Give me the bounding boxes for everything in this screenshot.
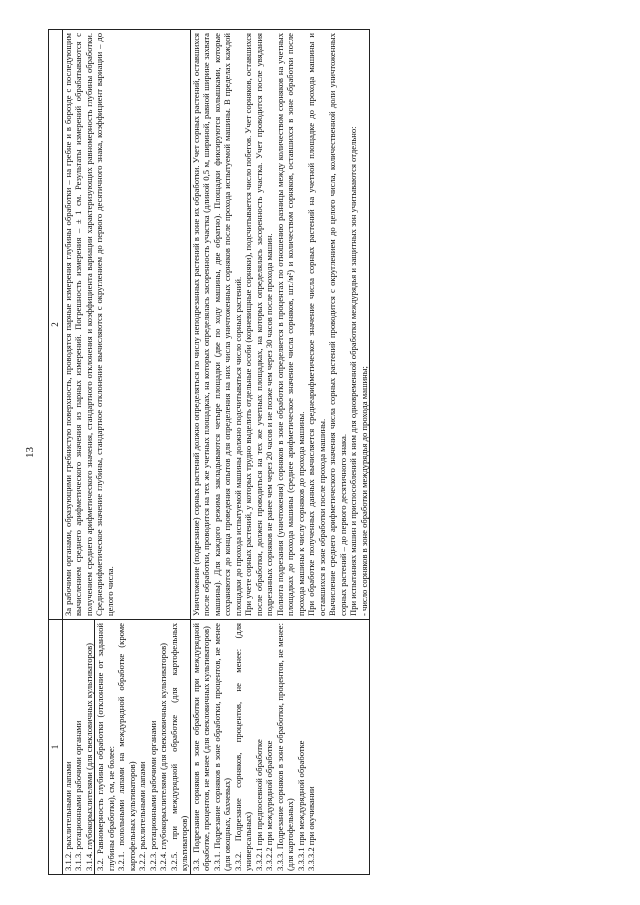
- indicator-line: 3.2.4. глубокорыхлителями (для свекловичных культиваторов): [158, 642, 169, 871]
- method-paragraph: За рабочими органами, образующими гребнистую поверхность, проводятся парные измерения глубины обработки – на гребне и в борозде с последующим вычислением среднего арифметического значения из парных измерений. Погрешность измерения – ± 1 см. Результаты измерений обрабатываются с получением среднего арифметического значения, стандартного отклонения и коэффициента вариации характеризующих равномерность глубины обработки. Среднеарифметическое значение глубины, стандартное отклонение вычисляются с округлением до первого десятичного знака, коэффициент вариации – до целого числа.: [62, 33, 115, 616]
- indicator-line: 3.2. Равномерность глубины обработки (отклонение от заданной глубины обработки), см, не более:: [95, 623, 116, 871]
- indicator-line: 3.3.3.1 при междурядной обработке: [295, 740, 306, 871]
- method-paragraph: При обработке полученных данных вычисляется среднеарифметическое значение числа сорных растений на учетной площадке до прохода машины и оставшихся в зоне обработки после прохода машины.: [306, 33, 327, 616]
- rotated-content: [20, 20, 620, 885]
- indicator-line: 3.3.3. Подрезание сорняков в зоне обработки, процентов, не менее: (для картофельных): [274, 623, 296, 871]
- page-number: 13: [24, 447, 36, 458]
- table-cell-method: [62, 30, 190, 620]
- method-paragraph: Полнота подрезания (уничтожения) сорняков в зоне обработки определяется в процентах по отношению разницы между количеством сорняков на учетных площадках до прохода машины (среднее арифметическое значение числа сорняков, шт./м²) и количеством сорняков, оставшихся в зоне обработки после прохода машины к числу сорняков до прохода машины.: [274, 33, 306, 616]
- method-paragraph: Уничтожение (подрезание) сорных растений должно определяться по числу неподрезанных растений в зоне их обработки. Учет сорных растений, оставшихся после обработки, проводится на тех же учетных площадках, на которых определялась засоренность участка (длиной 0,5 м, шириной, равной ширине захвата машины). Для каждого режима закладываются четыре площадки (две по ходу машины, две обратно). Площадки фиксируются колышками, которые сохраняются до конца проведения опытов для определения на них числа уничтоженных сорняков после прохода испытуемой машины. В пределах каждой площадки до прохода испытуемой машины должно подсчитываться число сорных растений.: [190, 33, 243, 616]
- indicator-line: 3.3. Подрезание сорняков в зоне обработки при междурядной обработке, процентов, не менее (для свекловичных культиваторов): [190, 623, 212, 871]
- indicator-line: 3.1.2. рыхлительными лапами: [62, 761, 73, 871]
- indicator-line: 3.2.3. ротационными рабочими органами: [147, 720, 158, 871]
- indicator-line: 3.1.4. глубокорыхлителями (для свекловичных культиваторов): [83, 642, 94, 871]
- table-row: [190, 30, 369, 875]
- indicator-line: 3.1.3. ротационными рабочими органами: [73, 720, 84, 871]
- indicator-line: 3.3.2. Подрезание сорняков, процентов, не менее: (для универсальных): [232, 623, 254, 871]
- indicator-line: 3.2.1. полольными лапами на междурядной обработке (кроме картофельных культиваторов): [116, 623, 137, 871]
- table-cell-method: [190, 30, 369, 620]
- column-header: 2: [49, 30, 63, 620]
- method-paragraph: При испытаниях машин и приспособлений к ним для одновременной обработки междурядья и защитных зон учитываются отдельно:: [348, 126, 359, 616]
- indicator-line: 3.2.5. при междурядной обработке (для картофельных культиваторов): [168, 623, 190, 871]
- method-paragraph: При учете сорных растений, у которых трудно выделить отдельные особи (корневищные сорняки), подсчитывается число побегов. Учет сорняков, оставшихся после обработки, должен проводиться на тех же учетных площадках, на которых определялась засоренность участка. Учет проводится после увядания подрезанных сорняков не ранее чем через 20 часов и не позже чем через 30 часов после прохода машин.: [243, 33, 275, 616]
- table-cell-indicator: [190, 620, 369, 875]
- table-row: [62, 30, 94, 875]
- method-paragraph: - число сорняков в зоне обработки междурядья до прохода машины;: [358, 366, 369, 616]
- table-header-row: [49, 30, 63, 875]
- method-paragraph: Вычисление среднего арифметического значения числа сорных растений проводится с округлением до целого числа, количественной доли уничтоженных сорных растений – до первого десятичного знака.: [327, 33, 348, 616]
- indicator-line: 3.3.1. Подрезание сорняков в зоне обработки, процентов, не менее (для овощных, бахчевых): [211, 623, 233, 871]
- requirements-table: [48, 29, 370, 875]
- indicator-line: 3.3.2.2 при междурядной обработке: [264, 740, 275, 871]
- indicator-line: 3.2.2. рыхлительными лапами: [137, 761, 148, 871]
- column-header: 1: [49, 620, 63, 875]
- indicator-line: 3.3.3.2 при окучивании: [306, 786, 317, 871]
- table-cell-indicator: [62, 620, 94, 875]
- indicator-line: 3.3.2.1 при предпосевной обработке: [253, 739, 264, 871]
- table-cell-indicator: [95, 620, 190, 875]
